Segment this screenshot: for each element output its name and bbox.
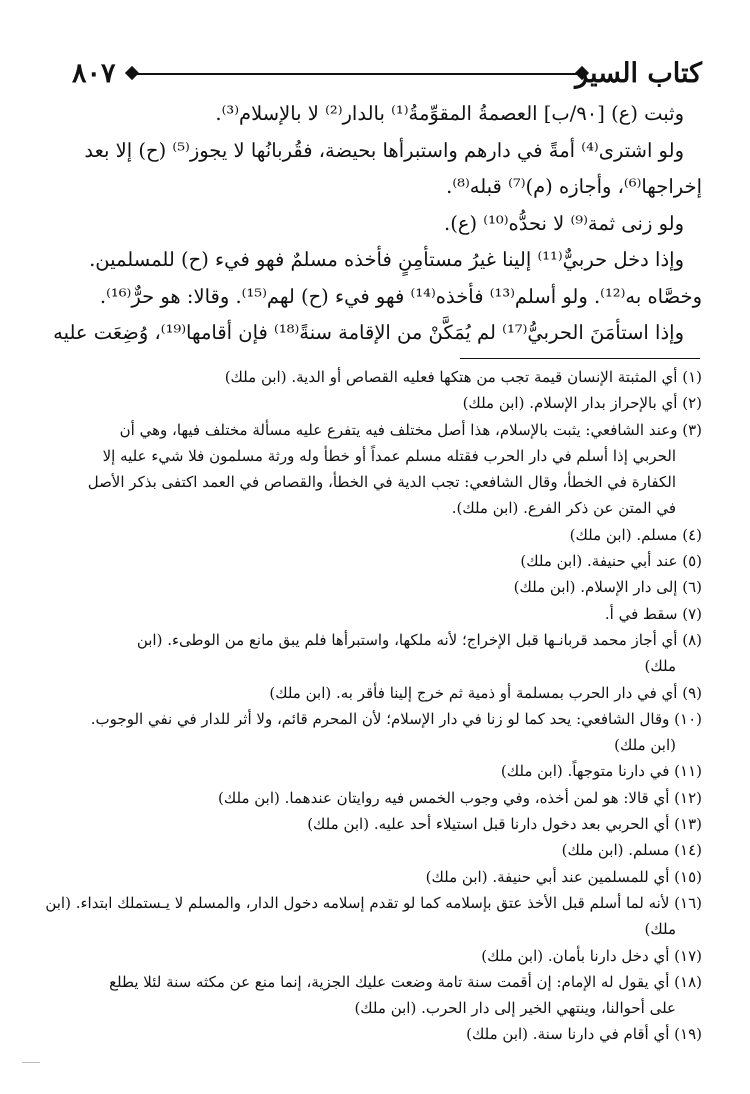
- footnote-separator: [460, 358, 700, 359]
- footnote-line: (١٢) أي قالا: هو لمن أخذه، وفي وجوب الخمس فيه روايتان عندهما. (ابن ملك): [218, 788, 702, 807]
- footnote-line: (١٣) أي الحربي بعد دخول دارنا قبل استيلاء أحد عليه. (ابن ملك): [307, 815, 702, 834]
- footnote-line: (١٤) مسلم. (ابن ملك): [561, 841, 702, 860]
- footnote-line: (٢) أي بالإحراز بدار الإسلام. (ابن ملك): [462, 394, 702, 413]
- footnotes: [45, 364, 702, 1048]
- footnote-line: ملك): [644, 657, 676, 676]
- footnote-line: على أحوالنا، وينتهي الخير إلى دار الحرب. (ابن ملك): [354, 999, 676, 1018]
- footnote-line: (٨) أي أجاز محمد قربانـها قبل الإخراج؛ لأنه ملكها، واستبرأها فلم يبق مانع من الوطىء. (ابن: [136, 630, 702, 649]
- body-line: وإذا دخل حربيٌّ⁽¹¹⁾ إلينا غيرُ مستأمِنٍ فأخذه مسلمٌ فهو فيء (ح) للمسلمين.: [89, 248, 684, 271]
- footnote-line: (١٦) لأنه لما أسلم قبل الأخذ عتق بإسلامه كما لو تقدم إسلامه دخول الدار، والمسلم لا يـستملك ابتداء. (ابن: [45, 893, 702, 912]
- scan-edge-mark: [22, 1062, 40, 1063]
- footnote-line: في المتن عن ذكر الفرع. (ابن ملك).: [451, 499, 676, 518]
- footnote-line: ملك): [644, 920, 676, 939]
- footnote-line: (١٧) أي دخل دارنا بأمان. (ابن ملك): [481, 946, 702, 965]
- page-number: ٨٠٧: [72, 58, 116, 89]
- footnote-line: الحربي إذا أسلم في دار الحرب فقتله مسلم عمداً أو خطأ وله ورثة مسلمون فلا شيء عليه إلا: [102, 446, 676, 465]
- book-title: كتاب السير: [575, 58, 702, 89]
- body-line: إخراجها⁽⁶⁾، وأجازه (م)⁽⁷⁾ قبله⁽⁸⁾.: [446, 175, 702, 198]
- footnote-line: (٩) أي في دار الحرب بمسلمة أو ذمية ثم خرج إلينا فأقر به. (ابن ملك): [269, 683, 702, 702]
- footnote-line: (١١) في دارنا متوجهاً. (ابن ملك): [500, 762, 702, 781]
- body-line: وإذا استأمَنَ الحربيُّ⁽¹⁷⁾ لم يُمَكَّنْ من الإقامة سنةً⁽¹⁸⁾ فإن أقامها⁽¹⁹⁾، وُضِعَت عليه: [53, 321, 684, 344]
- footnote-line: (٤) مسلم. (ابن ملك): [569, 525, 702, 544]
- footnote-line: (٣) وعند الشافعي: يثبت بالإسلام، هذا أصل مختلف فيه يتفرع عليه مسألة مختلف فيها، وهي أن: [119, 420, 702, 439]
- footnote-line: (١) أي المثبتة الإنسان قيمة تجب من هتكها فعليه القصاص أو الدية. (ابن ملك): [224, 368, 702, 386]
- footnote-line: الكفارة في الخطأ، وقال الشافعي: تجب الدية في الخطأ، والقصاص في العمد اكتفى بذكر الأصل: [87, 473, 676, 492]
- footnote-line: (٦) إلى دار الإسلام. (ابن ملك): [513, 578, 702, 597]
- footnote-line: (٥) عند أبي حنيفة. (ابن ملك): [520, 552, 702, 571]
- body-line: وثبت (ع) [٩٠/ب] العصمةُ المقوِّمةُ⁽¹⁾ بالدار⁽²⁾ لا بالإسلام⁽³⁾.: [215, 102, 684, 125]
- footnote-line: (١٨) أي يقول له الإمام: إن أقمت سنة تامة وضعت عليك الجزية، إنما منع عن مكثه سنة لئلا يطلع: [109, 972, 702, 991]
- body-line: وخصَّاه به⁽¹²⁾. ولو أسلم⁽¹³⁾ فأخذه⁽¹⁴⁾ فهو فيء (ح) لهم⁽¹⁵⁾. وقالا: هو حرٌّ⁽¹⁶⁾.: [99, 284, 702, 308]
- footnote-line: (١٩) أي أقام في دارنا سنة. (ابن ملك): [466, 1025, 702, 1044]
- main-text: [53, 96, 702, 352]
- body-line: ولو اشترى⁽⁴⁾ أمةً في دارهم واستبرأها بحيضة، فقُربانُها لا يجوز⁽⁵⁾ (ح) إلا بعد: [84, 138, 684, 162]
- header-rule: [134, 73, 580, 75]
- footnote-line: (٧) سقط في أ.: [604, 604, 702, 623]
- page-header: [72, 58, 702, 94]
- footnote-line: (١٥) أي للمسلمين عند أبي حنيفة. (ابن ملك): [425, 867, 702, 886]
- footnote-line: (١٠) وقال الشافعي: يحد كما لو زنا في دار الإسلام؛ لأن المحرم قائم، ولا أثر للدار في نفي الوجوب.: [90, 709, 702, 728]
- footnote-line: (ابن ملك): [614, 736, 676, 755]
- body-line: ولو زنى ثمة⁽⁹⁾ لا نحدُّه⁽¹⁰⁾ (ع).: [444, 211, 684, 235]
